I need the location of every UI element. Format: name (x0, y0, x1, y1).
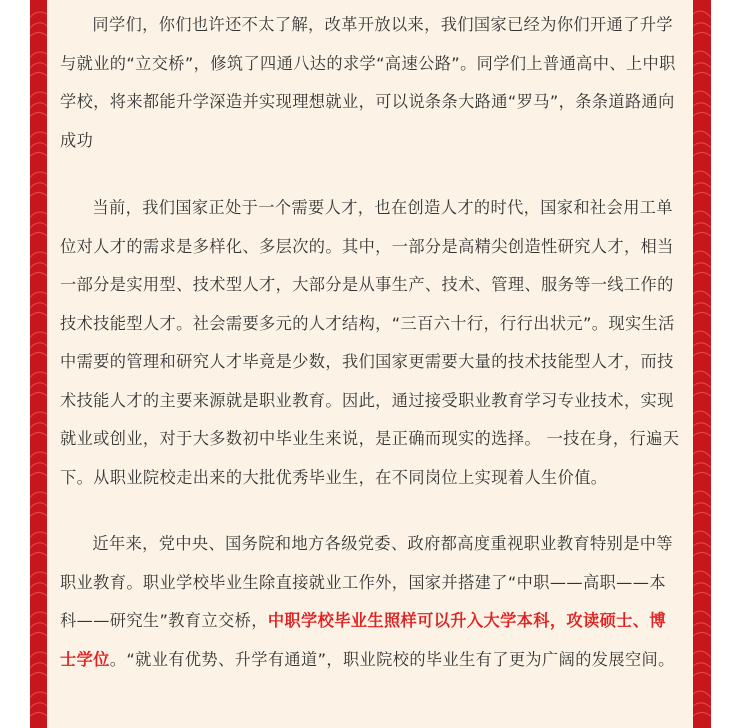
cloud-pattern-right (693, 0, 711, 728)
paragraph-3-text-b: 。“就业有优势、升学有通道”，职业院校的毕业生有了更为广阔的发展空间。 (109, 649, 675, 669)
cloud-pattern-left (30, 0, 47, 728)
paragraph-1: 同学们，你们也许还不太了解，改革开放以来，我们国家已经为你们开通了升学与就业的“立交桥”，修筑了四通八达的求学“高速公路”。同学们上普通高中、上中职学校，将来都能升学深造并实现理想就业，可以说条条大路通“罗马”，条条道路通向成功 (60, 15, 676, 150)
paragraph-3-text-a: 近年来，党中央、国务院和地方各级党委、政府都高度重视职业教育特别是中等职业教育。职业学校毕业生除直接就业工作外，国家并搭建了“中职——高职——本科——研究生”教育立交桥， (60, 534, 673, 630)
paragraph-3-highlight: 中职学校毕业生照样可以升入大学本科，攻读硕士、博士学位 (60, 611, 666, 669)
right-decorative-border (693, 0, 711, 728)
paragraph-3 (60, 525, 680, 679)
left-decorative-border (30, 0, 47, 728)
article-body (60, 0, 680, 679)
paragraph-2: 当前，我们国家正处于一个需要人才，也在创造人才的时代，国家和社会用工单位对人才的需求是多样化、多层次的。其中，一部分是高精尖创造性研究人才，相当一部分是实用型、技术型人才，大部分是从事生产、技术、管理、服务等一线工作的技术技能型人才。社会需要多元的人才结构，“三百六十行，行行出状元”。现实生活中需要的管理和研究人才毕竟是少数，我们国家更需要大量的技术技能型人才，而技术技能人才的主要来源就是职业教育。因此，通过接受职业教育学习专业技术，实现就业或创业，对于大多数初中毕业生来说，是正确而现实的选择。 一技在身，行遍天下。从职业院校走出来的大批优秀毕业生，在不同岗位上实现着人生价值。 (60, 198, 680, 487)
